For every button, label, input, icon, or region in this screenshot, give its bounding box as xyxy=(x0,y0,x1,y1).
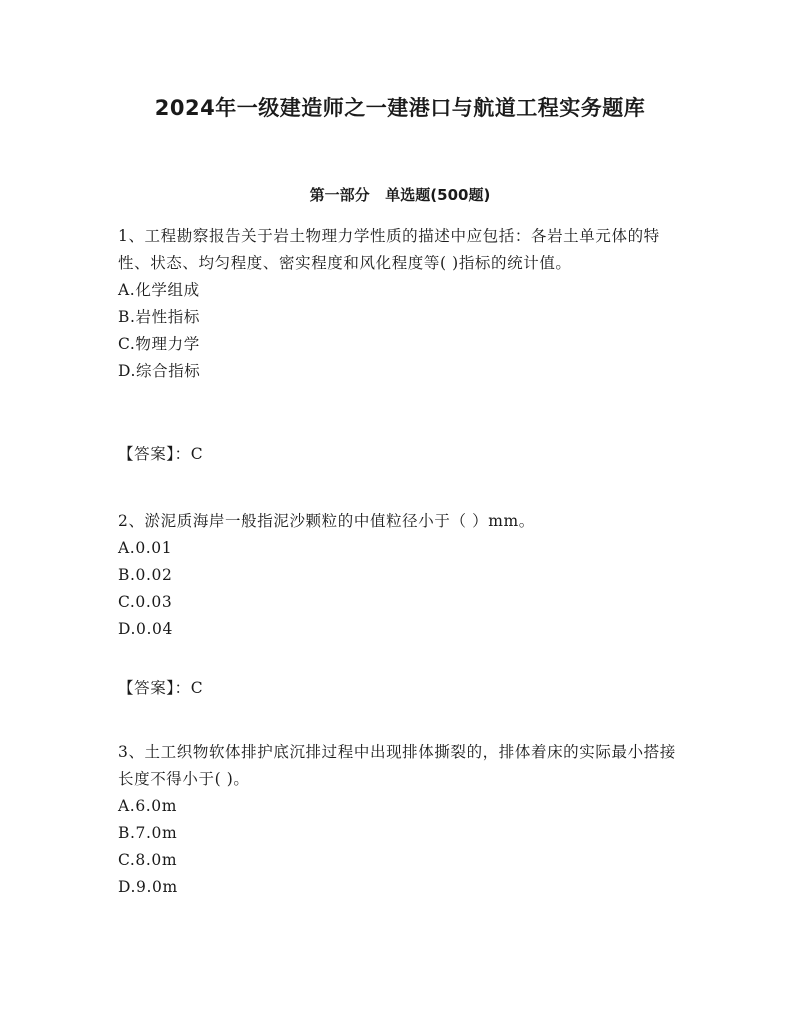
section-heading: 第一部分 单选题(500题) xyxy=(309,186,491,204)
option-c: C.8.0m xyxy=(118,851,178,869)
option-a: A.化学组成 xyxy=(118,281,200,299)
option-c: C.0.03 xyxy=(118,593,173,611)
option-d: D.9.0m xyxy=(118,878,178,896)
answer-1: 【答案】：C xyxy=(118,445,204,463)
option-b: B.岩性指标 xyxy=(118,308,200,326)
answer-2: 【答案】：C xyxy=(118,679,204,697)
question-stem: 3、土工织物软体排护底沉排过程中出现排体撕裂的，排体着床的实际最小搭接长度不得小于( )。 xyxy=(118,743,676,788)
question-stem: 1、工程勘察报告关于岩土物理力学性质的描述中应包括：各岩土单元体的特性、状态、均匀程度、密实程度和风化程度等( )指标的统计值。 xyxy=(118,227,660,272)
option-a: A.0.01 xyxy=(118,539,173,557)
question-3 xyxy=(118,739,684,901)
option-d: D.综合指标 xyxy=(118,362,201,380)
document-title: 2024年一级建造师之一建港口与航道工程实务题库 xyxy=(154,96,646,120)
option-d: D.0.04 xyxy=(118,620,173,638)
question-stem: 2、淤泥质海岸一般指泥沙颗粒的中值粒径小于（ ）mm。 xyxy=(118,512,535,530)
question-1 xyxy=(118,223,684,385)
option-b: B.0.02 xyxy=(118,566,173,584)
option-b: B.7.0m xyxy=(118,824,178,842)
option-c: C.物理力学 xyxy=(118,335,200,353)
question-2 xyxy=(118,508,684,643)
option-a: A.6.0m xyxy=(118,797,178,815)
